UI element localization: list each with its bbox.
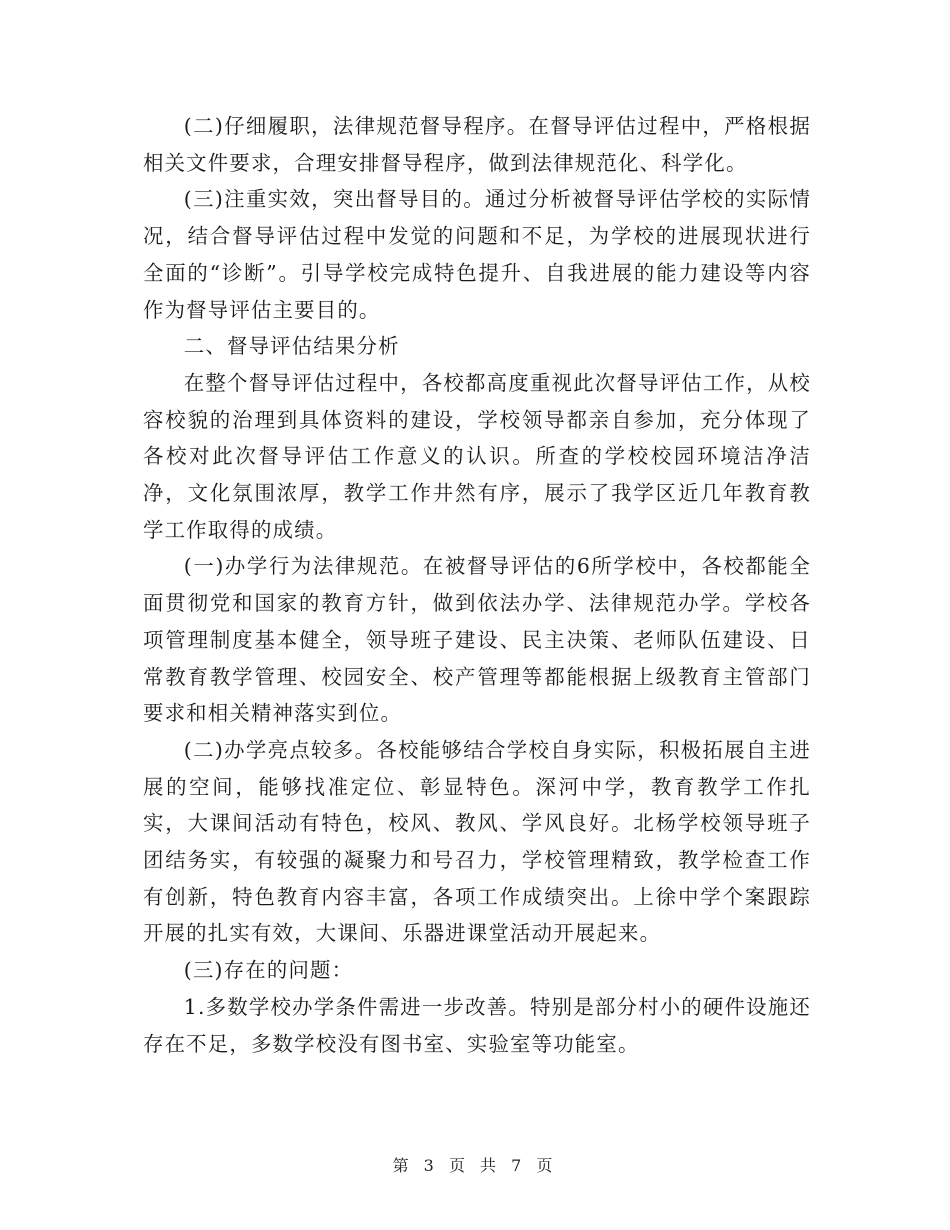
- paragraph-conduct: (一)办学行为法律规范。在被督导评估的6所学校中，各校都能全面贯彻党和国家的教育方针，做到依法办学、法律规范办学。学校各项管理制度基本健全，领导班子建设、民主决策、老师队伍建设、日常教育教学管理、校园安全、校产管理等都能根据上级教育主管部门要求和相关精神落实到位。: [143, 554, 811, 726]
- paragraph-effectiveness: (三)注重实效，突出督导目的。通过分析被督导评估学校的实际情况，结合督导评估过程中发觉的问题和不足，为学校的进展现状进行全面的“诊断”。引导学校完成特色提升、自我进展的能力建设等内容作为督导评估主要目的。: [143, 187, 811, 322]
- document-body: [143, 108, 811, 1062]
- paragraph-highlights: (二)办学亮点较多。各校能够结合学校自身实际，积极拓展自主进展的空间，能够找准定位、彰显特色。深河中学，教育教学工作扎实，大课间活动有特色，校风、教风、学风良好。北杨学校领导班子团结务实，有较强的凝聚力和号召力，学校管理精致，教学检查工作有创新，特色教育内容丰富，各项工作成绩突出。上徐中学个案跟踪开展的扎实有效，大课间、乐器进课堂活动开展起来。: [143, 737, 811, 946]
- paragraph-problem-1: 1.多数学校办学条件需进一步改善。特别是部分村小的硬件设施还存在不足，多数学校没有图书室、实验室等功能室。: [143, 994, 811, 1056]
- paragraph-problems-heading: (三)存在的问题：: [183, 958, 354, 983]
- paragraph-procedure: (二)仔细履职，法律规范督导程序。在督导评估过程中，严格根据相关文件要求，合理安排督导程序，做到法律规范化、科学化。: [143, 114, 811, 175]
- page-number: 第 3 页 共 7 页: [392, 1156, 558, 1175]
- paragraph-overview: 在整个督导评估过程中，各校都高度重视此次督导评估工作，从校容校貌的治理到具体资料的建设，学校领导都亲自参加，充分体现了各校对此次督导评估工作意义的认识。所查的学校校园环境洁净洁净，文化氛围浓厚，教学工作井然有序，展示了我学区近几年教育教学工作取得的成绩。: [143, 370, 811, 542]
- section-heading-results: 二、督导评估结果分析: [183, 334, 400, 359]
